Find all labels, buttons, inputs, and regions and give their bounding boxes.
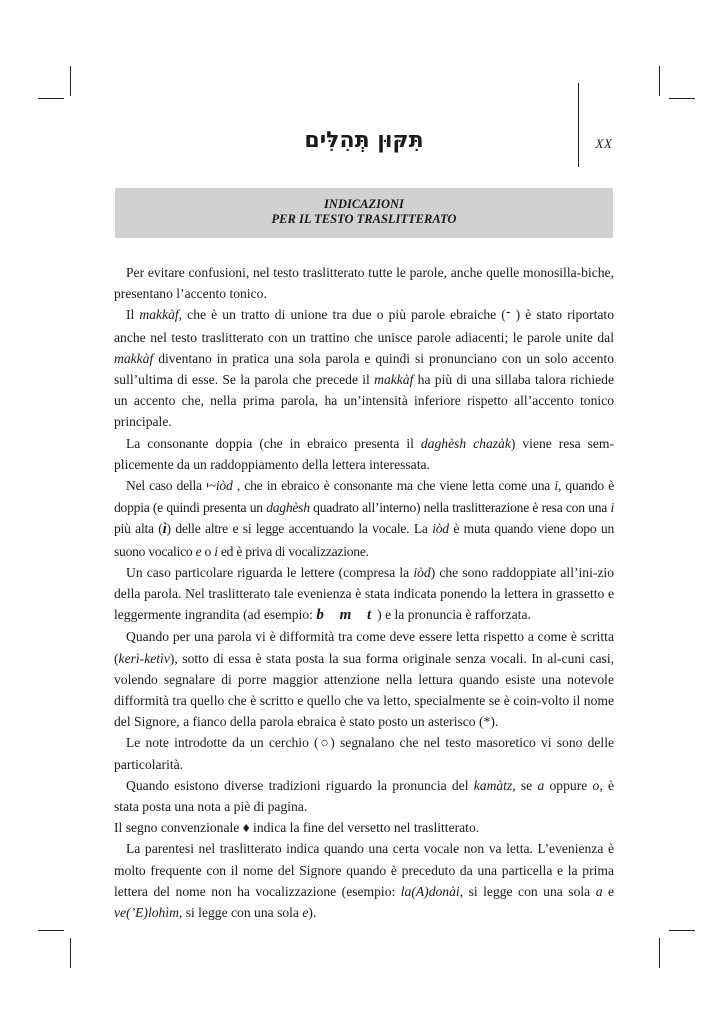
- text-run: oppure: [544, 777, 593, 793]
- text-run: Quando esistono diverse tradizioni riguardo la pronuncia del: [126, 777, 474, 793]
- text-run: e: [602, 883, 615, 899]
- term: e: [302, 905, 309, 921]
- term: makkàf: [114, 350, 154, 366]
- term: a: [537, 777, 545, 793]
- paragraph: [114, 475, 614, 562]
- text-run: ) è stato riportato anche nel testo traslitterato con un trattino che unisce parole adiacenti; le parole unite dal: [114, 307, 615, 345]
- text-run: Un caso particolare riguarda le lettere (compresa la: [126, 564, 414, 580]
- paragraph: [114, 433, 614, 475]
- makkaf-symbol: ־: [505, 308, 511, 324]
- paragraph: [114, 838, 614, 923]
- text-run: diventano in pratica una sola parola e quindi si pronunciano con un solo accento sull’ultima di esse. Se la parola che precede il: [114, 350, 614, 388]
- text-run: La consonante doppia (che in ebraico presenta il: [126, 435, 421, 451]
- term: kerì-ketìv: [118, 650, 170, 666]
- text-run: Nel caso della: [126, 478, 207, 494]
- term: i: [610, 500, 614, 516]
- term: o: [592, 777, 600, 793]
- term: i: [214, 543, 218, 559]
- text-run: o: [201, 543, 215, 559]
- term: ~iòd: [208, 478, 233, 494]
- text-run: Quando per una parola vi è difformità tra come deve essere letta rispetto a come è scritta (: [114, 629, 614, 666]
- text-run: , si legge con una sola: [459, 883, 596, 899]
- body-text: [114, 262, 614, 923]
- section-banner: [115, 188, 613, 238]
- paragraph: [114, 562, 614, 627]
- crop-mark: [70, 66, 71, 96]
- term: iòd: [432, 521, 449, 537]
- page-number: XX: [595, 136, 613, 151]
- bold-letters-example: b m t: [316, 607, 378, 624]
- text-run: ).: [308, 905, 317, 921]
- term: makkàf,: [139, 307, 183, 323]
- text-run: è muta quando viene dopo un suono vocalico: [114, 521, 614, 559]
- paragraph: [114, 626, 614, 732]
- term: iòd: [413, 564, 431, 580]
- text-run: quadrato all’interno) nella traslitterazione è resa con una: [309, 500, 611, 516]
- crop-mark: [38, 930, 64, 931]
- text-run: , che in ebraico è consonante ma che viene letta come una: [232, 478, 555, 494]
- term: i: [554, 478, 558, 494]
- text-run: Il: [126, 307, 140, 323]
- text-run: ha più di una sillaba talora richiede un accento che, nella prima parola, ha un’intensità inferiore rispetto all’accento tonico principale.: [114, 372, 614, 430]
- crop-mark: [659, 938, 660, 968]
- paragraph: Il segno convenzionale ♦ indica la fine del versetto nel traslitterato.: [114, 820, 480, 836]
- term: ve(’E)lohìm: [114, 905, 179, 921]
- banner-title-line1: INDICAZIONI: [324, 197, 404, 211]
- term: kamàtz: [473, 777, 513, 793]
- crop-mark: [669, 98, 695, 99]
- text-run: ed è priva di vocalizzazione.: [217, 543, 369, 559]
- text-run: La parentesi nel traslitterato indica quando una certa vocale non va letta. L’evenienza è molto frequente con il nome del Signore quando è preceduto da una particella e la prima lettera del nome non ha vocalizzazione (esempio:: [114, 841, 614, 899]
- text-run: , è stata posta una nota a piè di pagina.: [114, 777, 614, 815]
- raised-i-example: ì: [162, 521, 167, 538]
- crop-mark: [38, 98, 64, 99]
- paragraph: Per evitare confusioni, nel testo traslitterato tutte le parole, anche quelle monosilla-biche, presentano l’accento tonico.: [114, 265, 614, 302]
- hebrew-letter-yod: י: [206, 479, 209, 495]
- text-run: che è un tratto di unione tra due o più parole ebraiche (: [182, 307, 506, 323]
- text-run: , se: [512, 777, 538, 793]
- header-divider: [578, 83, 579, 167]
- text-run: ), sotto di essa è stata posta la sua forma originale senza vocali. In al-cuni casi, volendo segnalare di porre maggior attenzione nella lettura quando esiste una notevole difformità tra quello che è scritto e quello che va letto, specialmente se è coin-volto il nome del Signore, a fianco della parola ebraica è stato posto un asterisco (*).: [114, 650, 614, 730]
- text-run: ) viene resa sem-plicemente da un raddoppiamento della lettera interessata.: [114, 435, 615, 472]
- term: daghèsh: [266, 500, 310, 516]
- running-header-title: תִּקּוּן תְּהִלִּים: [304, 128, 424, 153]
- paragraph: [114, 304, 614, 432]
- crop-mark: [669, 930, 695, 931]
- term: a: [595, 883, 603, 899]
- text-run: più alta (: [114, 521, 163, 537]
- text-run: , quando è doppia (e quindi presenta un: [114, 478, 614, 516]
- term: makkàf: [374, 372, 414, 388]
- crop-mark: [70, 938, 71, 968]
- text-run: ) delle altre e si legge accentuando la vocale. La: [166, 521, 433, 537]
- paragraph: Le note introdotte da un cerchio (○) segnalano che nel testo masoretico vi sono delle particolarità.: [114, 735, 614, 772]
- text-run: , si legge con una sola: [178, 905, 303, 921]
- crop-mark: [659, 66, 660, 96]
- term: e: [195, 543, 202, 559]
- banner-title-line2: PER IL TESTO TRASLITTERATO: [271, 212, 457, 226]
- term: daghèsh chazàk: [420, 435, 511, 451]
- text-run: ) e la pronuncia è rafforzata.: [377, 607, 531, 623]
- text-run: ) che sono raddoppiate all’ini-zio della parola. Nel traslitterato tale evenienza è stata indicata ponendo la lettera in grassetto e leggermente ingrandita (ad esempio:: [114, 564, 614, 623]
- term: la(A)donài: [400, 883, 460, 899]
- paragraph: [114, 775, 614, 817]
